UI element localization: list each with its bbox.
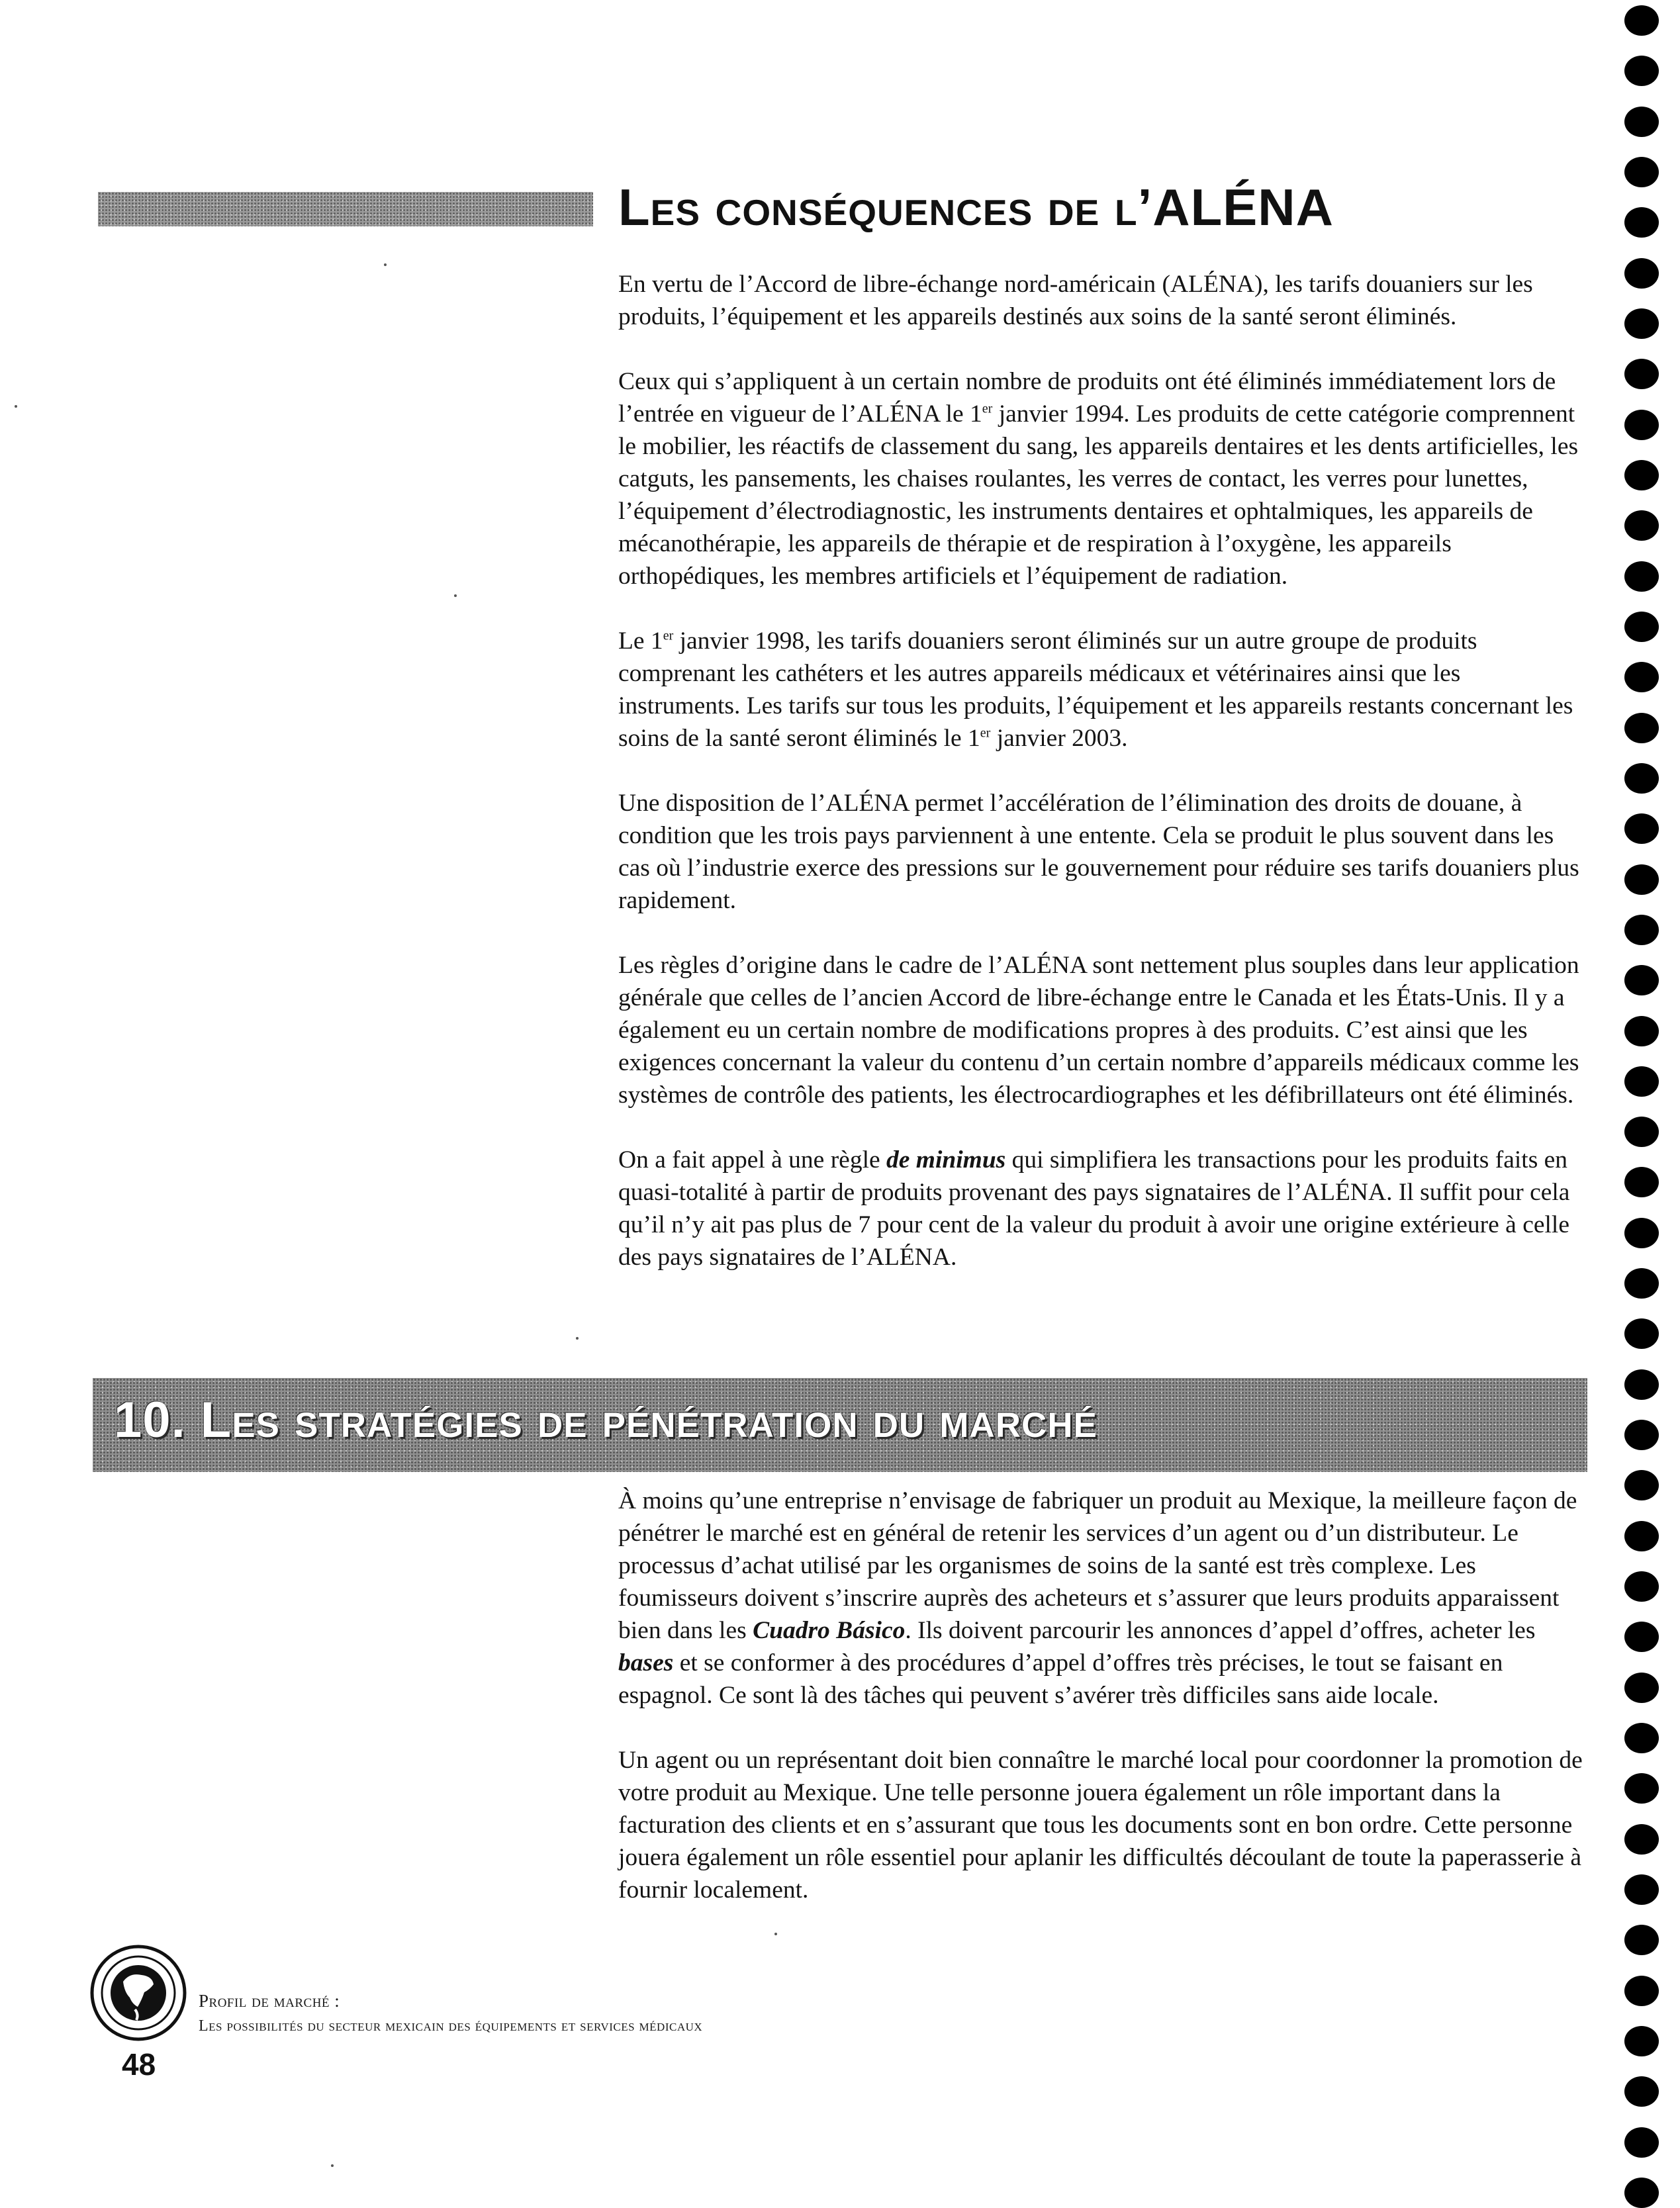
paragraph: Les règles d’origine dans le cadre de l’ALÉNA sont nettement plus souples dans leur application générale que celles de l’ancien Accord de libre-échange entre le Canada et les États-Unis. Il y a également eu un certain nombre de modifications propres à des produits. C’est ainsi que les exigences concernant la valeur du contenu d’un certain nombre d’appareils médicaux comme les systèmes de contrôle des patients, les électrocardiographes et les défibrillateurs ont été éliminés.	[618, 952, 1579, 1109]
binding-hole	[1624, 1318, 1659, 1349]
paragraph: Ceux qui s’appliquent à un certain nombre de produits ont été éliminés immédiatement lors de l’entrée en vigueur de l’ALÉNA le 1er janvier 1994. Les produits de cette catégorie comprennent le mobilier, les réactifs de classement du sang, les appareils dentaires et les dents artificielles, les catguts, les pansements, les chaises roulantes, les verres de contact, les verres pour lunettes, l’équipement d’électrodiagnostic, les instruments dentaires et ophtalmiques, les appareils de mécanothérapie, les appareils de thérapie et de respiration à l’oxygène, les appareils orthopédiques, les membres artificiels et l’équipement de radiation.	[618, 368, 1579, 590]
binding-hole	[1624, 1470, 1659, 1500]
binding-hole	[1624, 1521, 1659, 1551]
binding-hole	[1624, 612, 1659, 642]
binding-hole	[1624, 157, 1659, 187]
binding-hole	[1624, 1420, 1659, 1450]
binding-hole	[1624, 510, 1659, 541]
binding-hole	[1624, 2026, 1659, 2056]
binding-hole	[1624, 1066, 1659, 1097]
paragraph: Une disposition de l’ALÉNA permet l’accélération de l’élimination des droits de douane, à condition que les trois pays parviennent à une entente. Cela se produit le plus souvent dans les cas où l’industrie exerce des pressions sur le gouvernement pour réduire ses tarifs douaniers plus rapidement.	[618, 790, 1579, 914]
binding-hole	[1624, 1976, 1659, 2006]
binding-hole	[1624, 915, 1659, 945]
paragraph: À moins qu’une entreprise n’envisage de fabriquer un produit au Mexique, la meilleure façon de pénétrer le marché est en général de retenir les services d’un agent ou d’un distributeur. Le processus d’achat utilisé par les organismes de soins de la santé est très complexe. Les foumisseurs doivent s’inscrire auprès des acheteurs et s’assurer que leurs produits apparaissent bien dans les Cuadro Básico. Ils doivent parcourir les annonces d’appel d’offres, acheter les bases et se conformer à des procédures d’appel d’offres très précises, le tout se faisant en espagnol. Ce sont là des tâches qui peuvent s’avérer très difficiles sans aide locale.	[618, 1487, 1577, 1709]
binding-hole	[1624, 1824, 1659, 1855]
binding-hole	[1624, 1925, 1659, 1955]
binding-hole	[1624, 713, 1659, 743]
binding-hole	[1624, 813, 1659, 844]
binding-hole	[1624, 107, 1659, 137]
binding-hole	[1624, 308, 1659, 339]
binding-hole	[1624, 2127, 1659, 2158]
section-title-nafta: Les conséquences de l’ALÉNA	[618, 178, 1334, 236]
paragraph: En vertu de l’Accord de libre-échange nord-américain (ALÉNA), les tarifs douaniers sur les produits, l’équipement et les appareils destinés aux soins de la santé seront éliminés.	[618, 271, 1533, 330]
binding-hole	[1624, 5, 1659, 36]
binding-hole	[1624, 207, 1659, 238]
section-header-bar	[98, 192, 593, 226]
binding-hole	[1624, 1218, 1659, 1248]
binding-hole	[1624, 1723, 1659, 1753]
binding-hole	[1624, 258, 1659, 289]
binding-hole	[1624, 1571, 1659, 1602]
binding-hole	[1624, 460, 1659, 490]
binding-hole	[1624, 1016, 1659, 1046]
section-body-nafta	[618, 268, 1585, 1306]
binding-hole	[1624, 1268, 1659, 1299]
binding-hole	[1624, 1622, 1659, 1652]
page-number: 48	[122, 2047, 156, 2082]
paragraph: On a fait appel à une règle de minimus qui simplifiera les transactions pour les produits faits en quasi-totalité à partir de produits provenant des pays signataires de l’ALÉNA. Il suffit pour cela qu’il n’y ait pas plus de 7 pour cent de la valeur du produit à avoir une origine extérieure à celle des pays signataires de l’ALÉNA.	[618, 1146, 1570, 1271]
footer-title: Profil de marché :	[199, 1991, 340, 2011]
binding-hole	[1624, 561, 1659, 592]
binding-hole	[1624, 1369, 1659, 1400]
binding-hole	[1624, 1117, 1659, 1147]
binding-hole	[1624, 2178, 1659, 2208]
binding-hole	[1624, 864, 1659, 895]
binding-hole	[1624, 359, 1659, 389]
section-title-market-strategies: 10. Les stratégies de pénétration du marché	[114, 1392, 1097, 1448]
paragraph: Un agent ou un représentant doit bien connaître le marché local pour coordonner la promotion de votre produit au Mexique. Une telle personne jouera également un rôle important dans la facturation des clients et en s’assurant que tous les documents sont en bon ordre. Cette personne jouera également un rôle essentiel pour aplanir les difficultés découlant de toute la paperasserie à fournir localement.	[618, 1747, 1583, 1904]
binding-hole	[1624, 2076, 1659, 2107]
paragraph: Le 1er janvier 1998, les tarifs douaniers seront éliminés sur un autre groupe de produits comprenant les cathéters et les autres appareils médicaux et vétérinaires ainsi que les instruments. Les tarifs sur tous les produits, l’équipement et les appareils restants concernant les soins de la santé seront éliminés le 1er janvier 2003.	[618, 627, 1573, 752]
binding-hole	[1624, 1167, 1659, 1197]
footer-subtitle: Les possibilités du secteur mexicain des équipements et services médicaux	[199, 2017, 703, 2035]
binding-hole	[1624, 662, 1659, 692]
binding-hole	[1624, 410, 1659, 440]
binding-hole	[1624, 56, 1659, 86]
section-body-strategies	[618, 1485, 1585, 1939]
north-america-globe-seal-icon	[89, 1943, 188, 2043]
binding-hole	[1624, 1874, 1659, 1905]
binding-hole	[1624, 763, 1659, 794]
binding-hole	[1624, 965, 1659, 995]
binding-hole	[1624, 1773, 1659, 1804]
binding-hole	[1624, 1673, 1659, 1703]
binding-holes	[1619, 0, 1665, 2206]
